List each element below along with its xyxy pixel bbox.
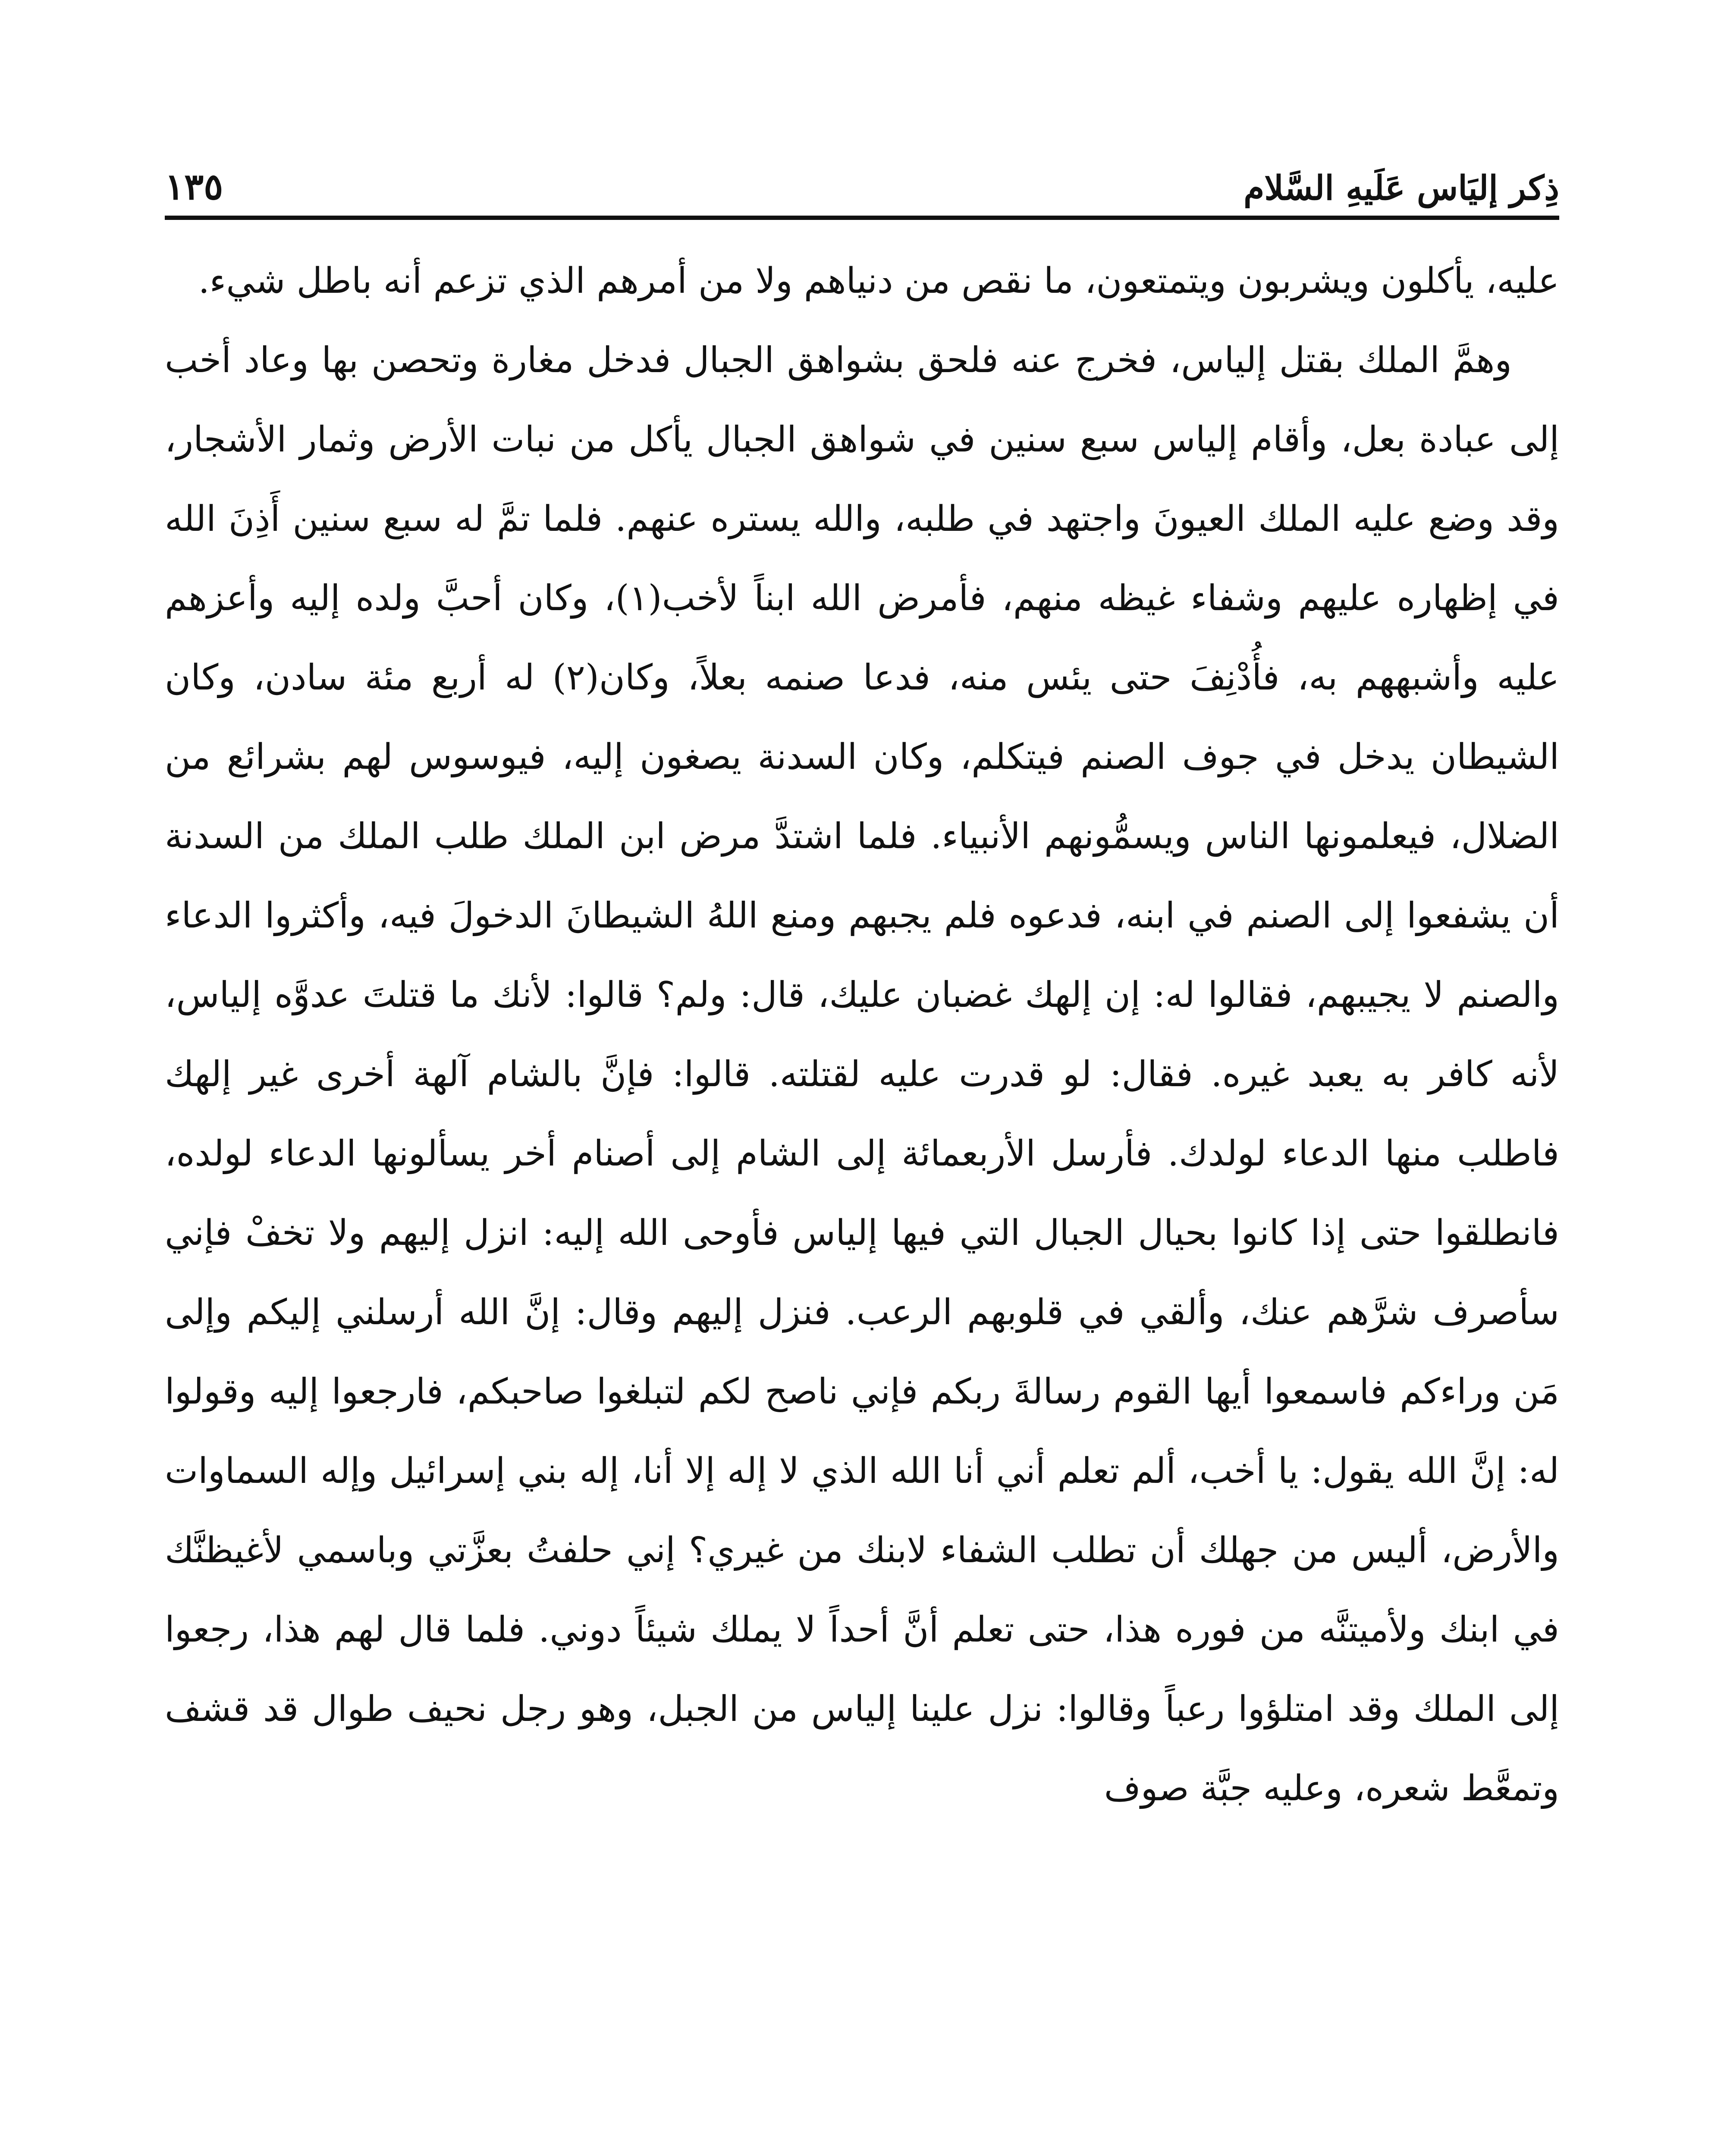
main-text — [165, 241, 1559, 1828]
chapter-title: ذِكر إليَاس عَلَيهِ السَّلام — [1244, 169, 1559, 208]
paragraph: عليه، يأكلون ويشربون ويتمتعون، ما نقص من دنياهم ولا من أمرهم الذي تزعم أنه باطل شيء. — [198, 260, 1559, 301]
paragraph: وهمَّ الملك بقتل إلياس، فخرج عنه فلحق بشواهق الجبال فدخل مغارة وتحصن بها وعاد أخب إلى عبادة بعل، وأقام إلياس سبع سنين في شواهق الجبال يأكل من نبات الأرض وثمار الأشجار، وقد وضع عليه الملك العيونَ واجتهد في طلبه، والله يستره عنهم. فلما تمَّ له سبع سنين أَذِنَ الله في إظهاره عليهم وشفاء غيظه منهم، فأمرض الله ابناً لأخب(١)، وكان أحبَّ ولده إليه وأعزهم عليه وأشبههم به، فأُدْنِفَ حتى يئس منه، فدعا صنمه بعلاً، وكان(٢) له أربع مئة سادن، وكان الشيطان يدخل في جوف الصنم فيتكلم، وكان السدنة يصغون إليه، فيوسوس لهم بشرائع من الضلال، فيعلمونها الناس ويسمُّونهم الأنبياء. فلما اشتدَّ مرض ابن الملك طلب الملك من السدنة أن يشفعوا إلى الصنم في ابنه، فدعوه فلم يجبهم ومنع اللهُ الشيطانَ الدخولَ فيه، وأكثروا الدعاء والصنم لا يجيبهم، فقالوا له: إن إلهك غضبان عليك، قال: ولم؟ قالوا: لأنك ما قتلتَ عدوَّه إلياس، لأنه كافر به يعبد غيره. فقال: لو قدرت عليه لقتلته. قالوا: فإنَّ بالشام آلهة أخرى غير إلهك فاطلب منها الدعاء لولدك. فأرسل الأربعمائة إلى الشام إلى أصنام أخر يسألونها الدعاء لولده، فانطلقوا حتى إذا كانوا بحيال الجبال التي فيها إلياس فأوحى الله إليه: انزل إليهم ولا تخفْ فإني سأصرف شرَّهم عنك، وألقي في قلوبهم الرعب. فنزل إليهم وقال: إنَّ الله أرسلني إليكم وإلى مَن وراءكم فاسمعوا أيها القوم رسالةَ ربكم فإني ناصح لكم لتبلغوا صاحبكم، فارجعوا إليه وقولوا له: إنَّ الله يقول: يا أخب، ألم تعلم أني أنا الله الذي لا إله إلا أنا، إله بني إسرائيل وإله السماوات والأرض، أليس من جهلك أن تطلب الشفاء لابنك من غيري؟ إني حلفتُ بعزَّتي وباسمي لأغيظنَّك في ابنك ولأميتنَّه من فوره هذا، حتى تعلم أنَّ أحداً لا يملك شيئاً دوني. فلما قال لهم هذا، رجعوا إلى الملك وقد امتلؤوا رعباً وقالوا: نزل علينا إلياس من الجبل، وهو رجل نحيف طوال قد قشف وتمعَّط شعره، وعليه جبَّة صوف — [165, 340, 1560, 1809]
page-number: ١٣٥ — [165, 165, 223, 208]
running-header — [165, 142, 1559, 220]
